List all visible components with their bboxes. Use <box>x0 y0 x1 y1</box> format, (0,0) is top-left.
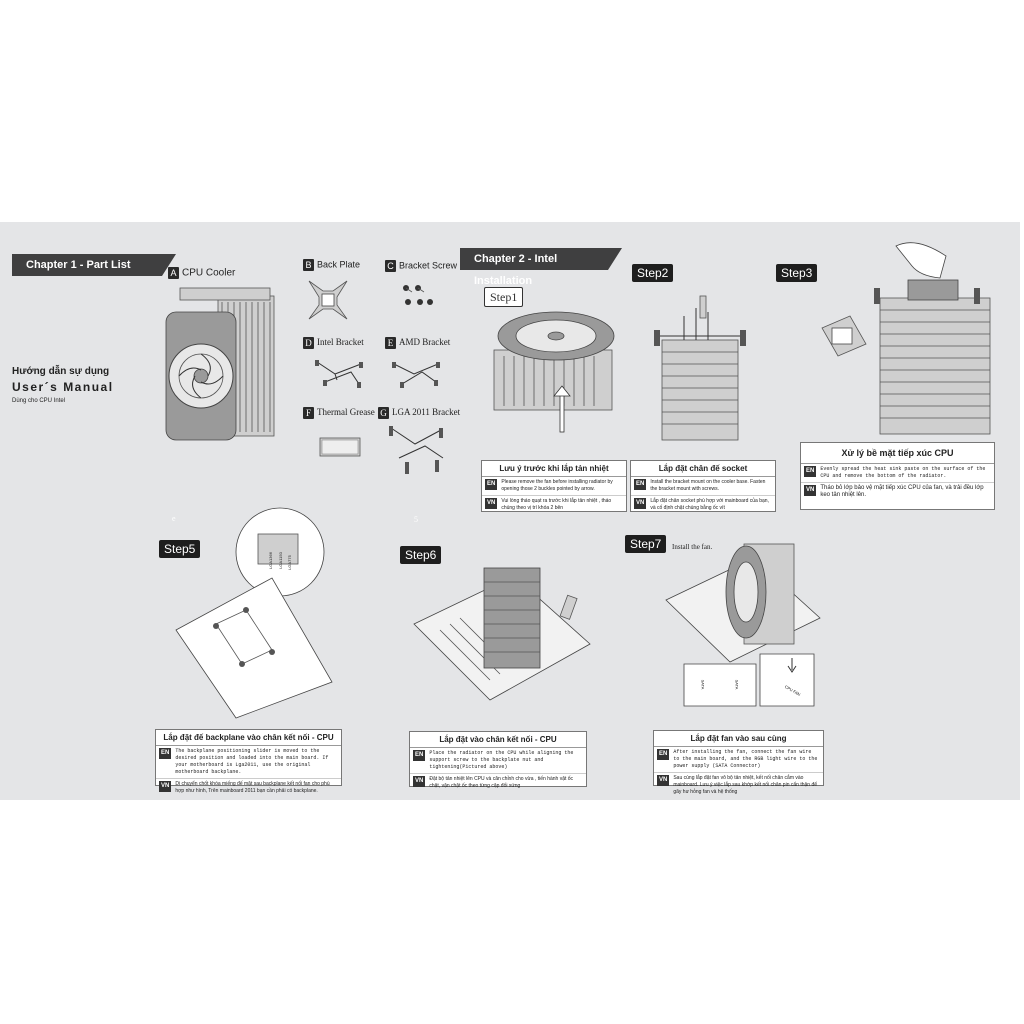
step3-box-vn-row <box>801 483 994 501</box>
manual-title-vn: Hướng dẫn sự dụng <box>12 366 110 377</box>
bracket-screw-illustration <box>400 282 440 312</box>
step7-instruction-box <box>653 730 824 795</box>
part-g-label: G LGA 2011 Bracket <box>378 407 460 419</box>
step7-illustration <box>664 534 824 714</box>
thermal-grease-illustration <box>318 434 364 460</box>
step6-illustration <box>410 560 594 710</box>
stray-mark-step6: 5 <box>414 515 418 524</box>
step2-box-vn-row <box>631 496 775 514</box>
step5-box-en-text: The backplane positioning slider is moved to the desired position and loaded into the main board. If your motherboard is Lga2011, use the original motherboard backplane. <box>175 748 329 775</box>
stray-mark-step5: e <box>172 514 176 523</box>
step6-badge: Step6 <box>400 546 441 564</box>
step6-box-title: Lắp đặt vào chân kết nối - CPU <box>410 732 586 748</box>
back-plate-illustration <box>305 277 351 323</box>
part-b-label: B Back Plate <box>303 259 360 271</box>
step2-instruction-box <box>630 460 776 512</box>
step1-box-en-text: Please remove the fan before installing radiator by opening those 2 buckles pointed by arrow. <box>501 479 613 492</box>
step7-box-vn-text: Sau cùng lắp đặt fan vô bộ tản nhiệt, kết nối chân cắm vào mainboard. Lưu ý việc lắp sau khớp kết nối chân pin cẩn thận để gãy hư hỏng fan và hệ thống <box>673 775 818 795</box>
part-f-label: F Thermal Grease <box>303 407 375 419</box>
chapter1-title: Chapter 1 - Part List <box>26 259 131 271</box>
en-tag: EN <box>413 750 425 761</box>
step1-box-title: Lưu ý trước khi lắp tản nhiệt <box>482 461 626 477</box>
sata-label-2: SATA <box>734 679 740 690</box>
step6-instruction-box <box>409 731 587 787</box>
part-d-label: D Intel Bracket <box>303 337 364 349</box>
en-tag: EN <box>634 479 646 490</box>
step1-badge: Step1 <box>484 287 523 307</box>
step1-illustration <box>484 306 624 436</box>
amd-bracket-illustration <box>392 358 442 388</box>
step6-box-en-text: Place the radiator on the CPU while aligning the support screw to the backplate nut and tightening(Pictured above) <box>429 750 574 770</box>
step2-badge: Step2 <box>632 264 673 282</box>
intel-bracket-illustration <box>315 358 365 388</box>
step3-badge: Step3 <box>776 264 817 282</box>
lga-label-2: LGA1150 <box>277 552 283 569</box>
vn-tag: VN <box>159 781 171 792</box>
manual-title-en: User´s Manual <box>12 380 114 394</box>
step2-box-en-text: Install the bracket mount on the cooler base. Fasten the bracket mount with screws. <box>650 479 766 492</box>
step6-box-vn-text: Đặt bộ tản nhiệt lên CPU và căn chỉnh cho vừa , tiến hành vặt ốc chặt, vặn chặt ốc theo từng cặp đối xứng <box>429 776 574 789</box>
step5-illustration <box>176 514 332 718</box>
vn-tag: VN <box>657 775 669 786</box>
step1-instruction-box <box>481 460 627 512</box>
part-e-label: E AMD Bracket <box>385 337 450 349</box>
step3-box-title: Xử lý bề mặt tiếp xúc CPU <box>801 443 994 464</box>
part-a-label: A CPU Cooler <box>168 267 235 279</box>
step5-box-title: Lắp đặt đế backplane vào chân kết nối - CPU <box>156 730 341 746</box>
step5-badge: Step5 <box>159 540 200 558</box>
step2-box-title: Lắp đặt chân đế socket <box>631 461 775 477</box>
lga-label-1: LGA1366 <box>267 552 273 569</box>
sata-label-1: SATA <box>700 679 706 690</box>
manual-subtitle: Dùng cho CPU Intel <box>12 398 66 404</box>
cpu-fan-label: CPU FAN <box>783 683 802 698</box>
lga2011-bracket-illustration <box>385 424 449 480</box>
step3-illustration <box>816 236 996 436</box>
step3-box-en-text: Evenly spread the heat sink paste on the surface of the CPU and remove the bottom of the radiator. <box>820 466 986 479</box>
step3-box-vn-text: Tháo bỏ lớp bảo vệ mặt tiếp xúc CPU của fan, và trải đều lớp keo tản nhiệt lên. <box>820 485 984 498</box>
step7-box-en-row <box>654 747 823 773</box>
vn-tag: VN <box>804 485 816 496</box>
step7-box-title: Lắp đặt fan vào sau cùng <box>654 731 823 747</box>
chapter2-title: Chapter 2 - Intel Installation <box>474 253 558 287</box>
step2-box-vn-text: Lắp đặt chân socket phù hợp với mainboard của bạn, và cố định chặt chúng bằng ốc vít <box>650 498 769 511</box>
step3-box-en-row <box>801 464 994 483</box>
step1-box-en-row <box>482 477 626 496</box>
cpu-cooler-illustration <box>160 282 280 450</box>
en-tag: EN <box>485 479 497 490</box>
step3-instruction-box <box>800 442 995 510</box>
step1-box-vn-row <box>482 496 626 514</box>
en-tag: EN <box>159 748 171 759</box>
chapter2-header <box>460 248 608 287</box>
step5-instruction-box <box>155 729 342 794</box>
part-c-label: C Bracket Screw <box>385 260 457 272</box>
vn-tag: VN <box>413 776 425 787</box>
en-tag: EN <box>804 466 816 477</box>
step6-box-vn-row <box>410 774 586 792</box>
step5-box-vn-text: Di chuyển chốt khóa miếng đế mặt sau backplane kết nối fan cho phù hợp như hình, Trên mainboard 2011 bạn cần phải có backplane. <box>175 781 330 794</box>
step2-box-en-row <box>631 477 775 496</box>
vn-tag: VN <box>634 498 646 509</box>
chapter1-header <box>12 254 162 276</box>
step7-note: Install the fan. <box>672 543 713 551</box>
step2-illustration <box>656 296 752 454</box>
step7-badge: Step7 <box>625 535 666 553</box>
step7-box-en-text: After installing the fan, connect the fan wire to the main board, and the RGB light wire to the power supply (SATA Connector) <box>673 749 818 769</box>
step7-box-vn-row <box>654 773 823 798</box>
step5-box-vn-row <box>156 779 341 797</box>
step6-box-en-row <box>410 748 586 774</box>
vn-tag: VN <box>485 498 497 509</box>
step1-box-vn-text: Vui lòng tháo quạt ra trước khi lắp tản nhiệt , tháo chúng theo vị trí khóa 2 bên <box>501 498 612 511</box>
lga-label-3: LGA775 <box>286 555 292 570</box>
step5-box-en-row <box>156 746 341 779</box>
en-tag: EN <box>657 749 669 760</box>
